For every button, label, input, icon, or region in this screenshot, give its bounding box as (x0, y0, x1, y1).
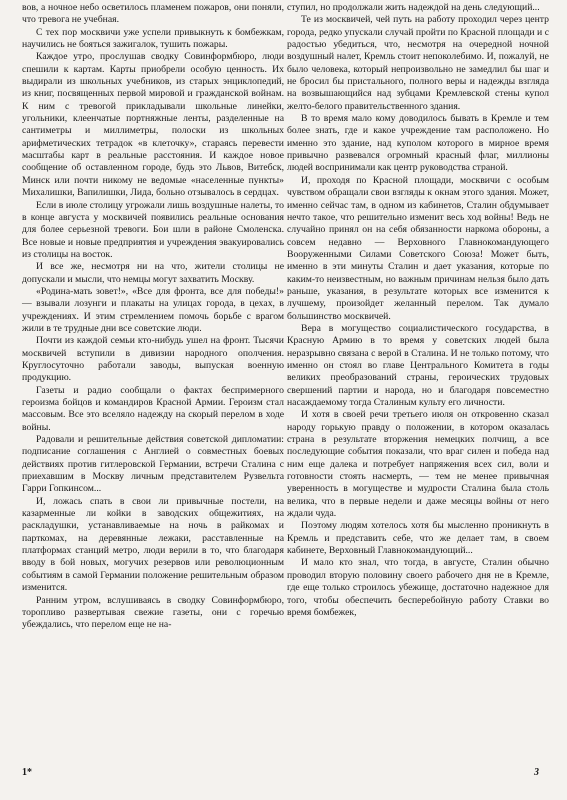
paragraph: вов, а ночное небо осветилось пламенем пожаров, они поняли, что тревога не учебная. (22, 2, 284, 26)
paragraph: Поэтому людям хотелось хотя бы мысленно проникнуть в Кремль и представить себе, что же делает там, в своем кабинете, Верховный Главнокомандующий... (287, 520, 549, 557)
paragraph: Вера в могущество социалистического государства, в Красную Армию в то время у советских людей была неразрывно связана с верой в Сталина. И не только потому, что именно он стоял во главе Центрального Комитета в годы великих преобразований страны, героических трудовых свершений партии и народа, но и благодаря повсеместно насаждаемому тогда Сталиным культу его личности. (287, 322, 549, 408)
paragraph: Радовали и решительные действия советской дипломатии: подписание соглашения с Англией о совместных боевых действиях против гитлеровской Германии, встречи Сталина с приехавшим в Москву личным представителем Рузвельта Гарри Гопкинсом... (22, 434, 284, 495)
paragraph: И, ложась спать в свои ли привычные постели, на казарменные ли койки в заводских общежитиях, на раскладушки, устанавливаемые на ночь в райкомах и парткомах, на деревянные лежаки, расставленные на платформах станций метро, люди верили в то, что благодаря вводу в бой новых, могучих резервов или революционным событиям в самой Германии положение решительным образом изменится. (22, 495, 284, 594)
page-number: 3 (534, 767, 539, 778)
paragraph: Каждое утро, прослушав сводку Совинформбюро, люди спешили к картам. Карты приобрели особую ценность. Их выдирали из школьных учебников, из старых энциклопедий, из книг, посвященных первой мировой и гражданской войнам. К ним с тревогой прикладывали школьные линейки, угольники, клеенчатые портняжные ленты, разделенные на сантиметры и миллиметры, полоски из школьных арифметических тетрадок «в клеточку», стараясь перевести масштабы карт в реальные расстояния. И каждое новое сообщение об оставленном городе, будь это Львов, Витебск, Минск или почти никому не ведомые «населенные пункты» Михалишки, Вапилишки, Лида, больно отзывалось в сердцах. (22, 51, 284, 199)
left-column (22, 2, 284, 632)
paragraph: И хотя в своей речи третьего июля он откровенно сказал народу горькую правду о положении, в котором оказалась страна в результате вторжения немецких полчищ, а все последующие события показали, что враг силен и победа над ним еще далека и потребует напряжения всех сил, воли и готовности стоять насмерть, — тем не менее привычная уверенность в могуществе и мудрости Сталина была столь велика, что в первые недели и даже месяцы войны от него ждали чуда. (287, 409, 549, 520)
paragraph: Почти из каждой семьи кто-нибудь ушел на фронт. Тысячи москвичей вступили в дивизии народного ополчения. Круглосуточно работали заводы, выпуская военную продукцию. (22, 335, 284, 384)
paragraph: ступил, но продолжали жить надеждой на день следующий... (287, 2, 540, 13)
paragraph: И, проходя по Красной площади, москвичи с особым чувством обращали свои взгляды к окнам этого здания. Может, именно сейчас там, в одном из кабинетов, Сталин обдумывает нечто такое, что решительно изменит весь ход войны! Ведь не случайно принял он на себя обязанности наркома обороны, а совсем недавно — Верховного Главнокомандующего Вооруженными Силами Советского Союза! Может быть, именно в эти минуты Сталин и дает указания, которые по каким-то неизвестным, но важным причинам нельзя было дать раньше, указания, в результате которых все изменится к лучшему, произойдет желанный перелом. Так думало большинство москвичей. (287, 174, 549, 322)
signature-mark: 1* (22, 767, 32, 778)
paragraph: И все же, несмотря ни на что, жители столицы не допускали и мысли, что немцы могут захватить Москву. (22, 261, 284, 285)
paragraph: В то время мало кому доводилось бывать в Кремле и тем более знать, где и какое учреждение там расположено. Но именно это здание, над куполом которого в мирное время привычно развевался огромный красный флаг, миллионы людей воспринимали как центр руководства страной. (287, 113, 549, 174)
paragraph: С тех пор москвичи уже успели привыкнуть к бомбежкам, научились не бояться зажигалок, тушить пожары. (22, 26, 284, 51)
right-column (287, 2, 549, 619)
paragraph: Ранним утром, вслушиваясь в сводку Совинформбюро, торопливо развертывая свежие газеты, они с горечью убеждались, что перелом еще не на- (22, 594, 284, 631)
paragraph: Если в июле столицу угрожали лишь воздушные налеты, то в конце августа у москвичей появились реальные основания для более серьезной тревоги. Бои шли в районе Смоленска. Все новые и новые предприятия и учреждения эвакуировались из столицы на восток. (22, 199, 284, 260)
paragraph: Те из москвичей, чей путь на работу проходил через центр города, редко упускали случай пройти по Красной площади и с радостью убедиться, что, несмотря на очередной ночной воздушный налет, Кремль стоит непоколебимо. И, пожалуй, не было человека, который непроизвольно не замедлил бы шаг и не бросил бы пристального, полного веры и надежды взгляда на возвышающийся над зубцами Кремлевской стены купол желто-белого правительственного здания. (287, 14, 549, 112)
paragraph: Газеты и радио сообщали о фактах беспримерного героизма бойцов и командиров Красной Армии. Героизм стал массовым. Все это вселяло надежду на скорый перелом в ходе войны. (22, 384, 284, 433)
paragraph: И мало кто знал, что тогда, в августе, Сталин обычно проводил вторую половину своего рабочего дня не в Кремле, где еще только строилось убежище, достаточно надежное для того, чтобы обеспечить бесперебойную работу Ставки во время бомбежек, (287, 557, 549, 618)
paragraph: «Родина-мать зовет!», «Все для фронта, все для победы!» — взывали лозунги и плакаты на улицах города, в цехах, в учреждениях. И этим стремлением помочь борьбе с врагом жили в те трудные дни все советские люди. (22, 285, 284, 334)
